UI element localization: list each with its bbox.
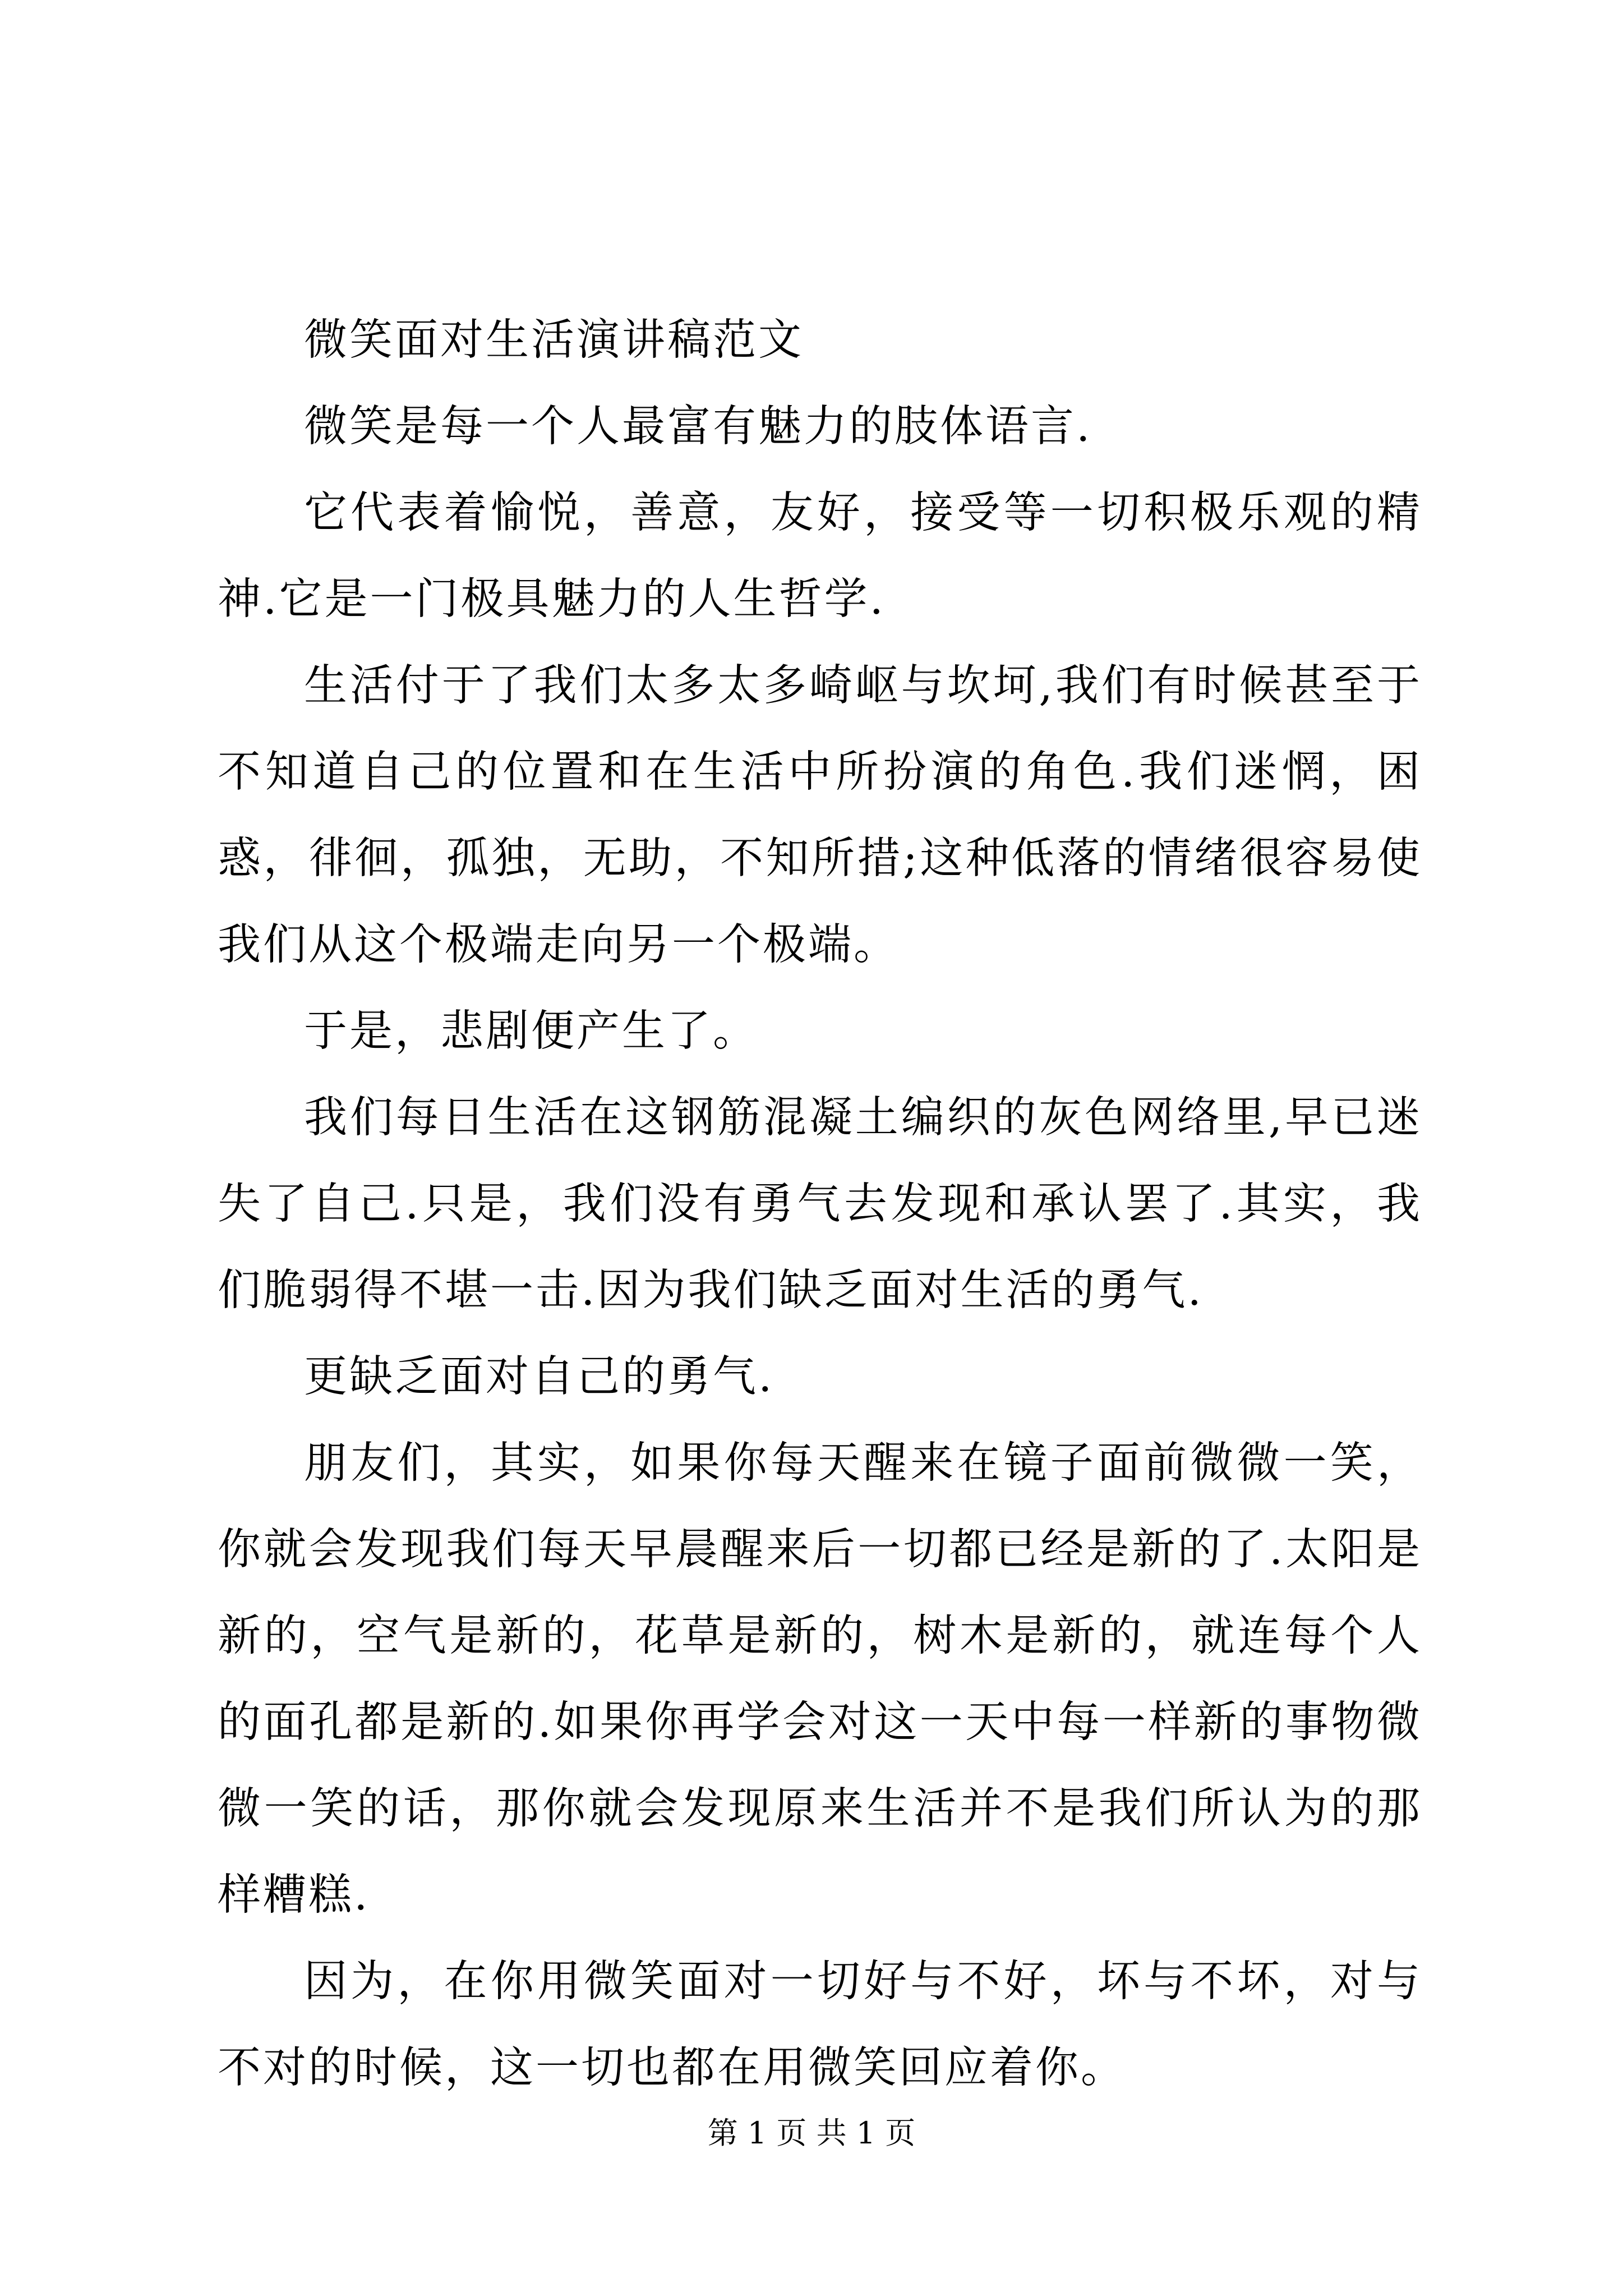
paragraph: 生活付于了我们太多太多崎岖与坎坷,我们有时候甚至于不知道自己的位置和在生活中所扮演的角色.我们迷惘，困惑，徘徊，孤独，无助，不知所措;这种低落的情绪很容易使我们从这个极端走向另一个极端。 (218, 661, 1422, 970)
document-body (218, 297, 1422, 2111)
paragraph: 微笑是每一个人最富有魅力的肢体语言. (304, 402, 1092, 452)
paragraph: 更缺乏面对自己的勇气. (304, 1352, 774, 1402)
paragraph: 于是，悲剧便产生了。 (304, 1006, 758, 1056)
paragraph: 它代表着愉悦，善意，友好，接受等一切积极乐观的精神.它是一门极具魅力的人生哲学. (218, 488, 1422, 624)
page-number-footer: 第 1 页 共 1 页 (707, 2115, 916, 2151)
document-title: 微笑面对生活演讲稿范文 (304, 315, 804, 365)
paragraph: 因为，在你用微笑面对一切好与不好，坏与不坏，对与不对的时候，这一切也都在用微笑回应着你。 (218, 1957, 1422, 2093)
paragraph: 朋友们，其实，如果你每天醒来在镜子面前微微一笑，你就会发现我们每天早晨醒来后一切都已经是新的了.太阳是新的，空气是新的，花草是新的，树木是新的，就连每个人的面孔都是新的.如果你再学会对这一天中每一样新的事物微微一笑的话，那你就会发现原来生活并不是我们所认为的那样糟糕. (218, 1438, 1422, 1920)
paragraph: 我们每日生活在这钢筋混凝土编织的灰色网络里,早已迷失了自己.只是，我们没有勇气去发现和承认罢了.其实，我们脆弱得不堪一击.因为我们缺乏面对生活的勇气. (218, 1093, 1422, 1315)
